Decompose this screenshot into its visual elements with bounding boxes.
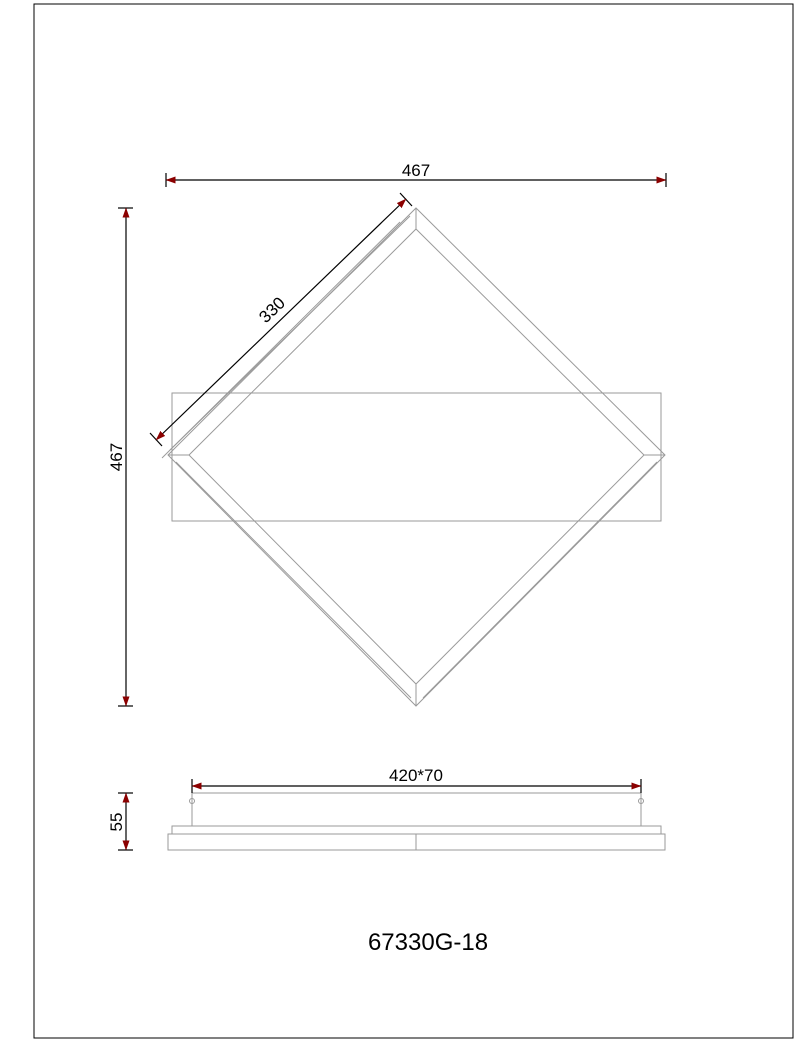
- diagonal-dimension: [150, 193, 412, 446]
- side-view: [168, 793, 665, 850]
- side-height-dimension: [107, 793, 133, 850]
- top-width-dimension: [166, 161, 666, 187]
- left-height-label: 467: [107, 442, 126, 472]
- side-height-label: 55: [107, 812, 126, 832]
- diagonal-label: 330: [255, 293, 289, 327]
- backplate-outline: [172, 393, 661, 521]
- side-length-dimension: [192, 766, 641, 793]
- left-height-dimension: [107, 208, 133, 706]
- top-width-label: 467: [401, 161, 431, 180]
- model-number: 67330G-18: [367, 929, 489, 956]
- side-length-label: 420*70: [389, 766, 443, 785]
- diamond-frame: [162, 208, 665, 706]
